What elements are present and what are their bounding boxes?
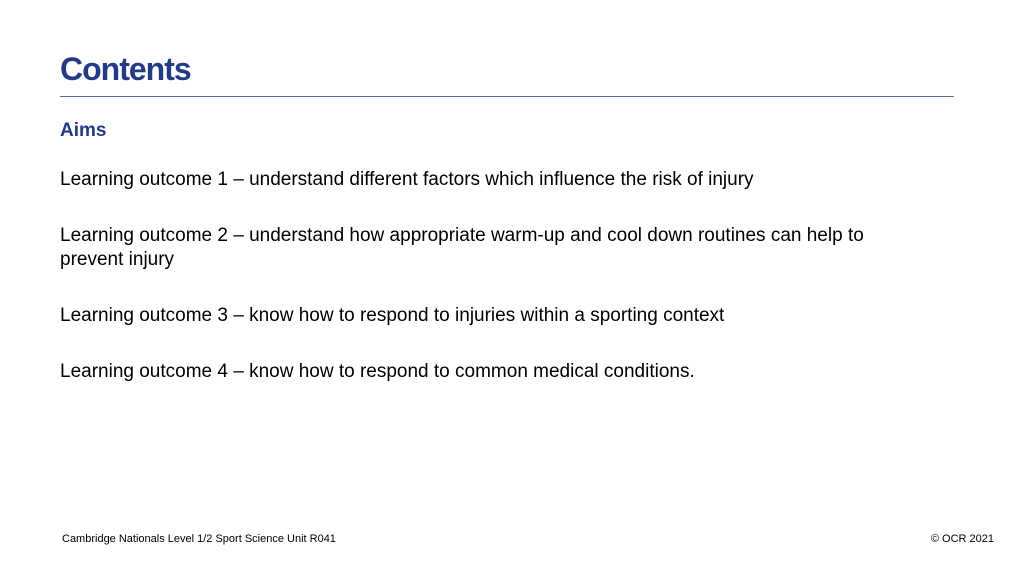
slide-content	[60, 118, 900, 416]
learning-outcome-4: Learning outcome 4 – know how to respond to common medical conditions.	[60, 361, 695, 382]
learning-outcome-2: Learning outcome 2 – understand how appropriate warm-up and cool down routines can help to prevent injury	[60, 225, 864, 270]
learning-outcome-3: Learning outcome 3 – know how to respond to injuries within a sporting context	[60, 305, 725, 326]
footer-copyright: © OCR 2021	[930, 533, 994, 545]
title-divider	[60, 96, 954, 97]
footer-course-name: Cambridge Nationals Level 1/2 Sport Science Unit R041	[62, 533, 336, 545]
learning-outcome-1: Learning outcome 1 – understand different factors which influence the risk of injury	[60, 169, 754, 190]
slide-title: Contents	[60, 51, 191, 87]
aims-heading: Aims	[60, 120, 107, 141]
